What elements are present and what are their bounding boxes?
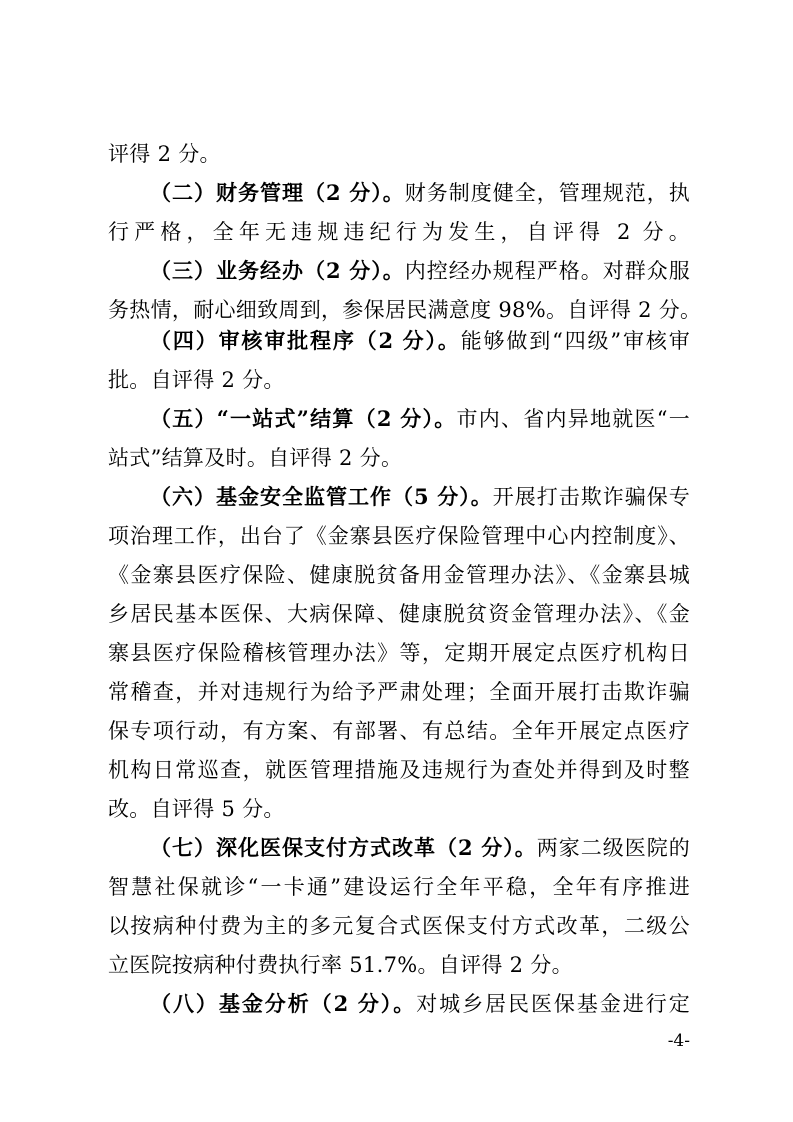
text-run: 项治理工作，出台了《金寨县医疗保险管理中心内控制度》、 xyxy=(108,524,690,548)
section-heading: （六）基金安全监管工作（5 分）。 xyxy=(150,484,493,509)
text-line xyxy=(108,560,690,590)
paragraph-heading-line xyxy=(150,256,690,286)
text-run: 评得 2 分。 xyxy=(108,142,221,166)
paragraph-heading-line xyxy=(150,404,690,434)
paragraph-heading-line xyxy=(150,989,690,1019)
text-run: 务热情，耐心细致周到，参保居民满意度 98%。自评得 2 分。 xyxy=(108,298,702,322)
text-line xyxy=(108,521,690,551)
text-line xyxy=(108,295,702,325)
text-run: 两家二级医院的 xyxy=(536,836,690,860)
text-run: 市内、省内异地就医“一 xyxy=(456,407,690,431)
text-line xyxy=(108,365,690,395)
text-run: 常稽查，并对违规行为给予严肃处理；全面开展打击欺诈骗 xyxy=(108,680,690,704)
paragraph-heading-line xyxy=(150,178,690,208)
text-line xyxy=(108,911,690,941)
text-line xyxy=(108,443,690,473)
text-line xyxy=(108,638,690,668)
text-run: 行严格，全年无违规违纪行为发生，自评得 2 分。 xyxy=(108,220,690,244)
text-run: 寨县医疗保险稽核管理办法》等，定期开展定点医疗机构日 xyxy=(108,641,690,665)
section-heading: （五）“一站式”结算（2 分）。 xyxy=(150,406,457,431)
text-line xyxy=(108,794,690,824)
section-heading: （二）财务管理（2 分）。 xyxy=(150,180,405,205)
text-line xyxy=(108,139,690,169)
text-line xyxy=(108,599,690,629)
section-heading: （八）基金分析（2 分）。 xyxy=(150,991,417,1016)
text-line xyxy=(108,217,690,247)
text-run: 保专项行动，有方案、有部署、有总结。全年开展定点医疗 xyxy=(108,719,690,743)
paragraph-heading-line xyxy=(150,482,690,512)
text-line xyxy=(108,716,690,746)
text-run: 开展打击欺诈骗保专 xyxy=(492,485,690,509)
text-line xyxy=(108,950,690,980)
paragraph-heading-line xyxy=(150,326,690,356)
text-run: 《金寨县医疗保险、健康脱贫备用金管理办法》、《金寨县城 xyxy=(108,563,690,587)
text-run: 对城乡居民医保基金进行定 xyxy=(416,992,690,1016)
section-heading: （三）业务经办（2 分）。 xyxy=(150,258,405,283)
text-run: 乡居民基本医保、大病保障、健康脱贫资金管理办法》、《金 xyxy=(108,602,690,626)
text-run: 财务制度健全，管理规范，执 xyxy=(404,181,691,205)
section-heading: （四）审核审批程序（2 分）。 xyxy=(150,328,461,353)
text-run: 立医院按病种付费执行率 51.7%。自评得 2 分。 xyxy=(108,953,573,977)
text-line xyxy=(108,872,690,902)
text-run: 机构日常巡查，就医管理措施及违规行为查处并得到及时整 xyxy=(108,758,690,782)
text-run: 站式”结算及时。自评得 2 分。 xyxy=(108,446,403,470)
text-line xyxy=(108,677,690,707)
paragraph-heading-line xyxy=(150,833,690,863)
text-run: 改。自评得 5 分。 xyxy=(108,797,285,821)
text-run: 以按病种付费为主的多元复合式医保支付方式改革，二级公 xyxy=(108,914,690,938)
text-line xyxy=(108,755,690,785)
text-run: 批。自评得 2 分。 xyxy=(108,368,285,392)
text-run: 内控经办规程严格。对群众服 xyxy=(404,259,691,283)
text-run: 智慧社保就诊“一卡通”建设运行全年平稳，全年有序推进 xyxy=(108,875,690,899)
text-run: 能够做到“四级”审核审 xyxy=(460,329,690,353)
section-heading: （七）深化医保支付方式改革（2 分）。 xyxy=(150,835,537,860)
page-number: -4- xyxy=(667,1031,690,1051)
